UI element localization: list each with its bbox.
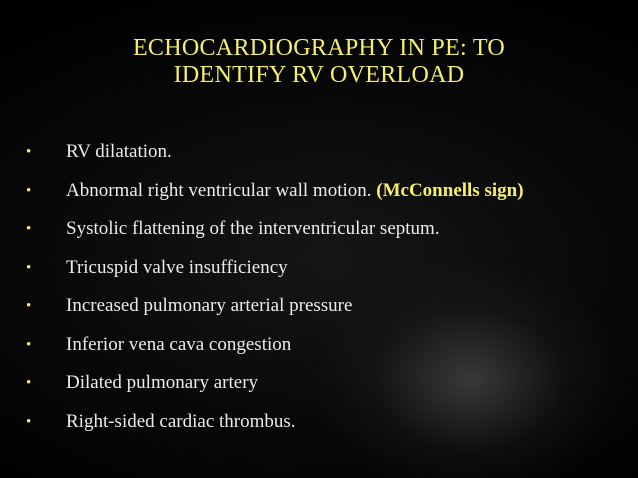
bullet-icon: • — [26, 221, 32, 237]
bullet-text: Dilated pulmonary artery — [66, 372, 259, 393]
bullet-item — [26, 252, 626, 291]
bullet-text: Abnormal right ventricular wall motion. — [66, 179, 372, 201]
bullet-item — [26, 406, 626, 445]
bullet-icon: • — [26, 336, 32, 353]
bullet-highlight: (McConnells sign) — [376, 179, 524, 201]
bullet-item — [26, 136, 626, 175]
bullet-icon: • — [26, 182, 32, 199]
bullet-item — [26, 290, 626, 329]
bullet-text: Right-sided cardiac thrombus. — [66, 410, 296, 432]
bullet-item — [26, 175, 626, 214]
bullet-text: Tricuspid valve insufficiency — [66, 256, 288, 278]
bullet-list — [26, 136, 626, 444]
slide-title-line-2: IDENTIFY RV OVERLOAD — [173, 62, 465, 88]
bullet-item — [26, 213, 626, 252]
slide-title — [0, 35, 638, 89]
bullet-text: Systolic flattening of the interventricular septum. — [66, 218, 440, 239]
slide-title-line-1: ECHOCARDIOGRAPHY IN PE: TO — [132, 35, 506, 61]
bullet-item — [26, 329, 626, 368]
bullet-icon: • — [26, 259, 32, 276]
bullet-text: Inferior vena cava congestion — [66, 333, 292, 355]
bullet-icon: • — [26, 144, 32, 160]
bullet-text: Increased pulmonary arterial pressure — [66, 295, 353, 316]
bullet-icon: • — [26, 298, 32, 314]
bullet-item — [26, 367, 626, 406]
bullet-icon: • — [26, 413, 32, 430]
bullet-text: RV dilatation. — [66, 141, 172, 162]
bullet-icon: • — [26, 375, 32, 391]
